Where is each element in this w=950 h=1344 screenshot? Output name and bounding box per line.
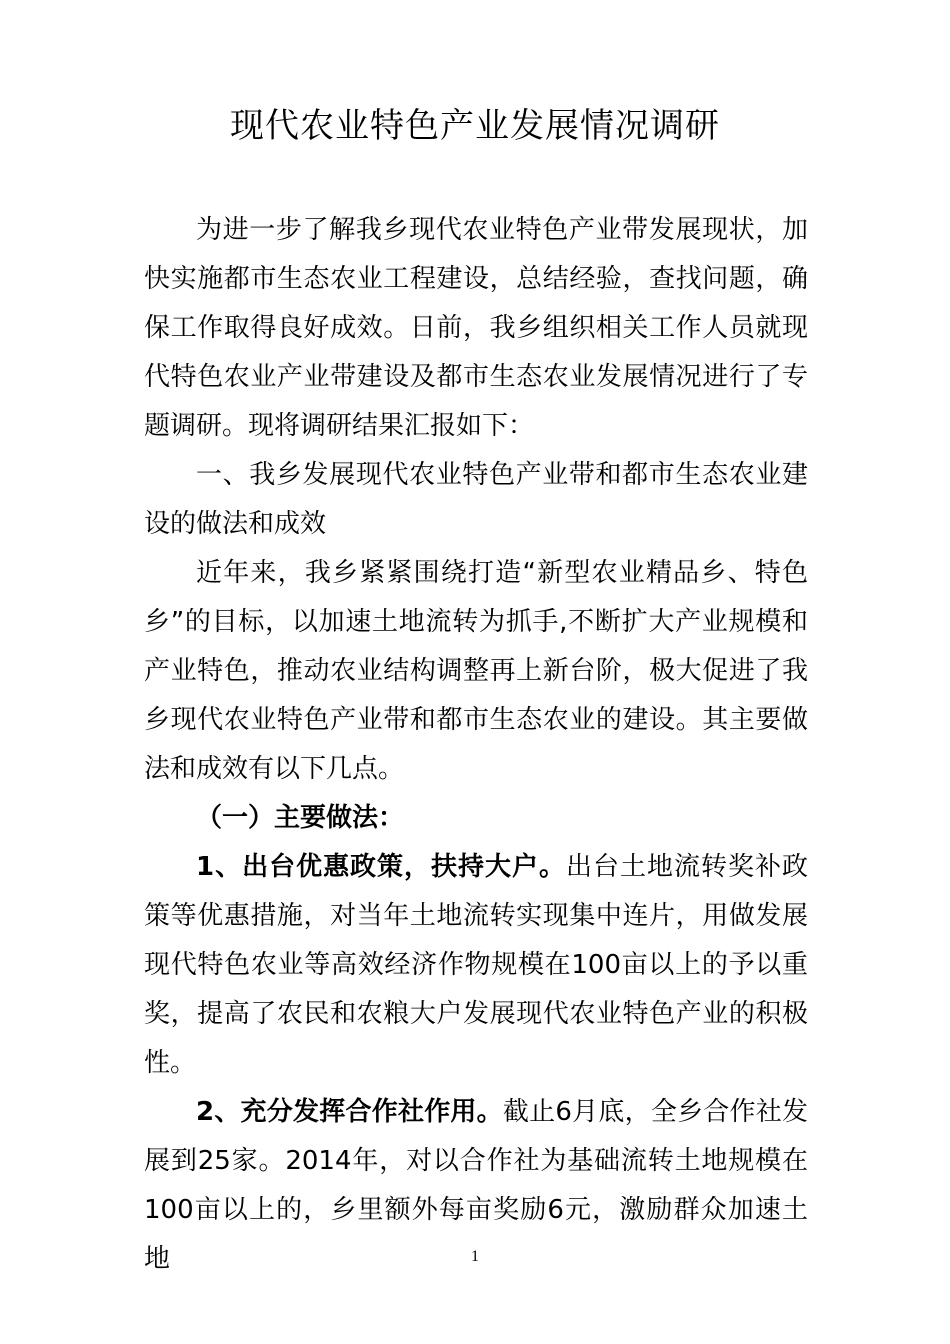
item-2-lead: 2、充分发挥合作社作用。 [196, 1097, 503, 1127]
section-1-heading: 一、我乡发展现代农业特色产业带和都市生态农业建设的做法和成效 [144, 460, 808, 539]
intro-paragraph: 为进一步了解我乡现代农业特色产业带发展现状，加快实施都市生态农业工程建设，总结经验，查找问题，确保工作取得良好成效。日前，我乡组织相关工作人员就现代特色农业产业带建设及都市生态农业发展情况进行了专题调研。现将调研结果汇报如下： [144, 215, 808, 441]
document-body [144, 206, 808, 1284]
item-1-lead: 1、出台优惠政策，扶持大户。 [196, 852, 567, 882]
item-1-text: 出台土地流转奖补政策等优惠措施，对当年土地流转实现集中连片，用做发展现代特色农业等高效经济作物规模在100亩以上的予以重奖，提高了农民和农粮大户发展现代农业特色产业的积极性。 [144, 852, 808, 1078]
subsection-1-heading: （一）主要做法： [196, 803, 405, 833]
section-1-paragraph: 近年来，我乡紧紧围绕打造“新型农业精品乡、特色乡”的目标，以加速土地流转为抓手,不断扩大产业规模和产业特色，推动农业结构调整再上新台阶，极大促进了我乡现代农业特色产业带和都市生态农业的建设。其主要做法和成效有以下几点。 [144, 558, 808, 784]
page-number: 1 [471, 1248, 479, 1265]
item-2-text: 截止6月底，全乡合作社发展到25家。2014年，对以合作社为基础流转土地规模在100亩以上的，乡里额外每亩奖励6元，激励群众加速土地 [144, 1097, 808, 1274]
item-1-paragraph [144, 843, 808, 1088]
document-title: 现代农业特色产业发展情况调研 [230, 106, 720, 146]
